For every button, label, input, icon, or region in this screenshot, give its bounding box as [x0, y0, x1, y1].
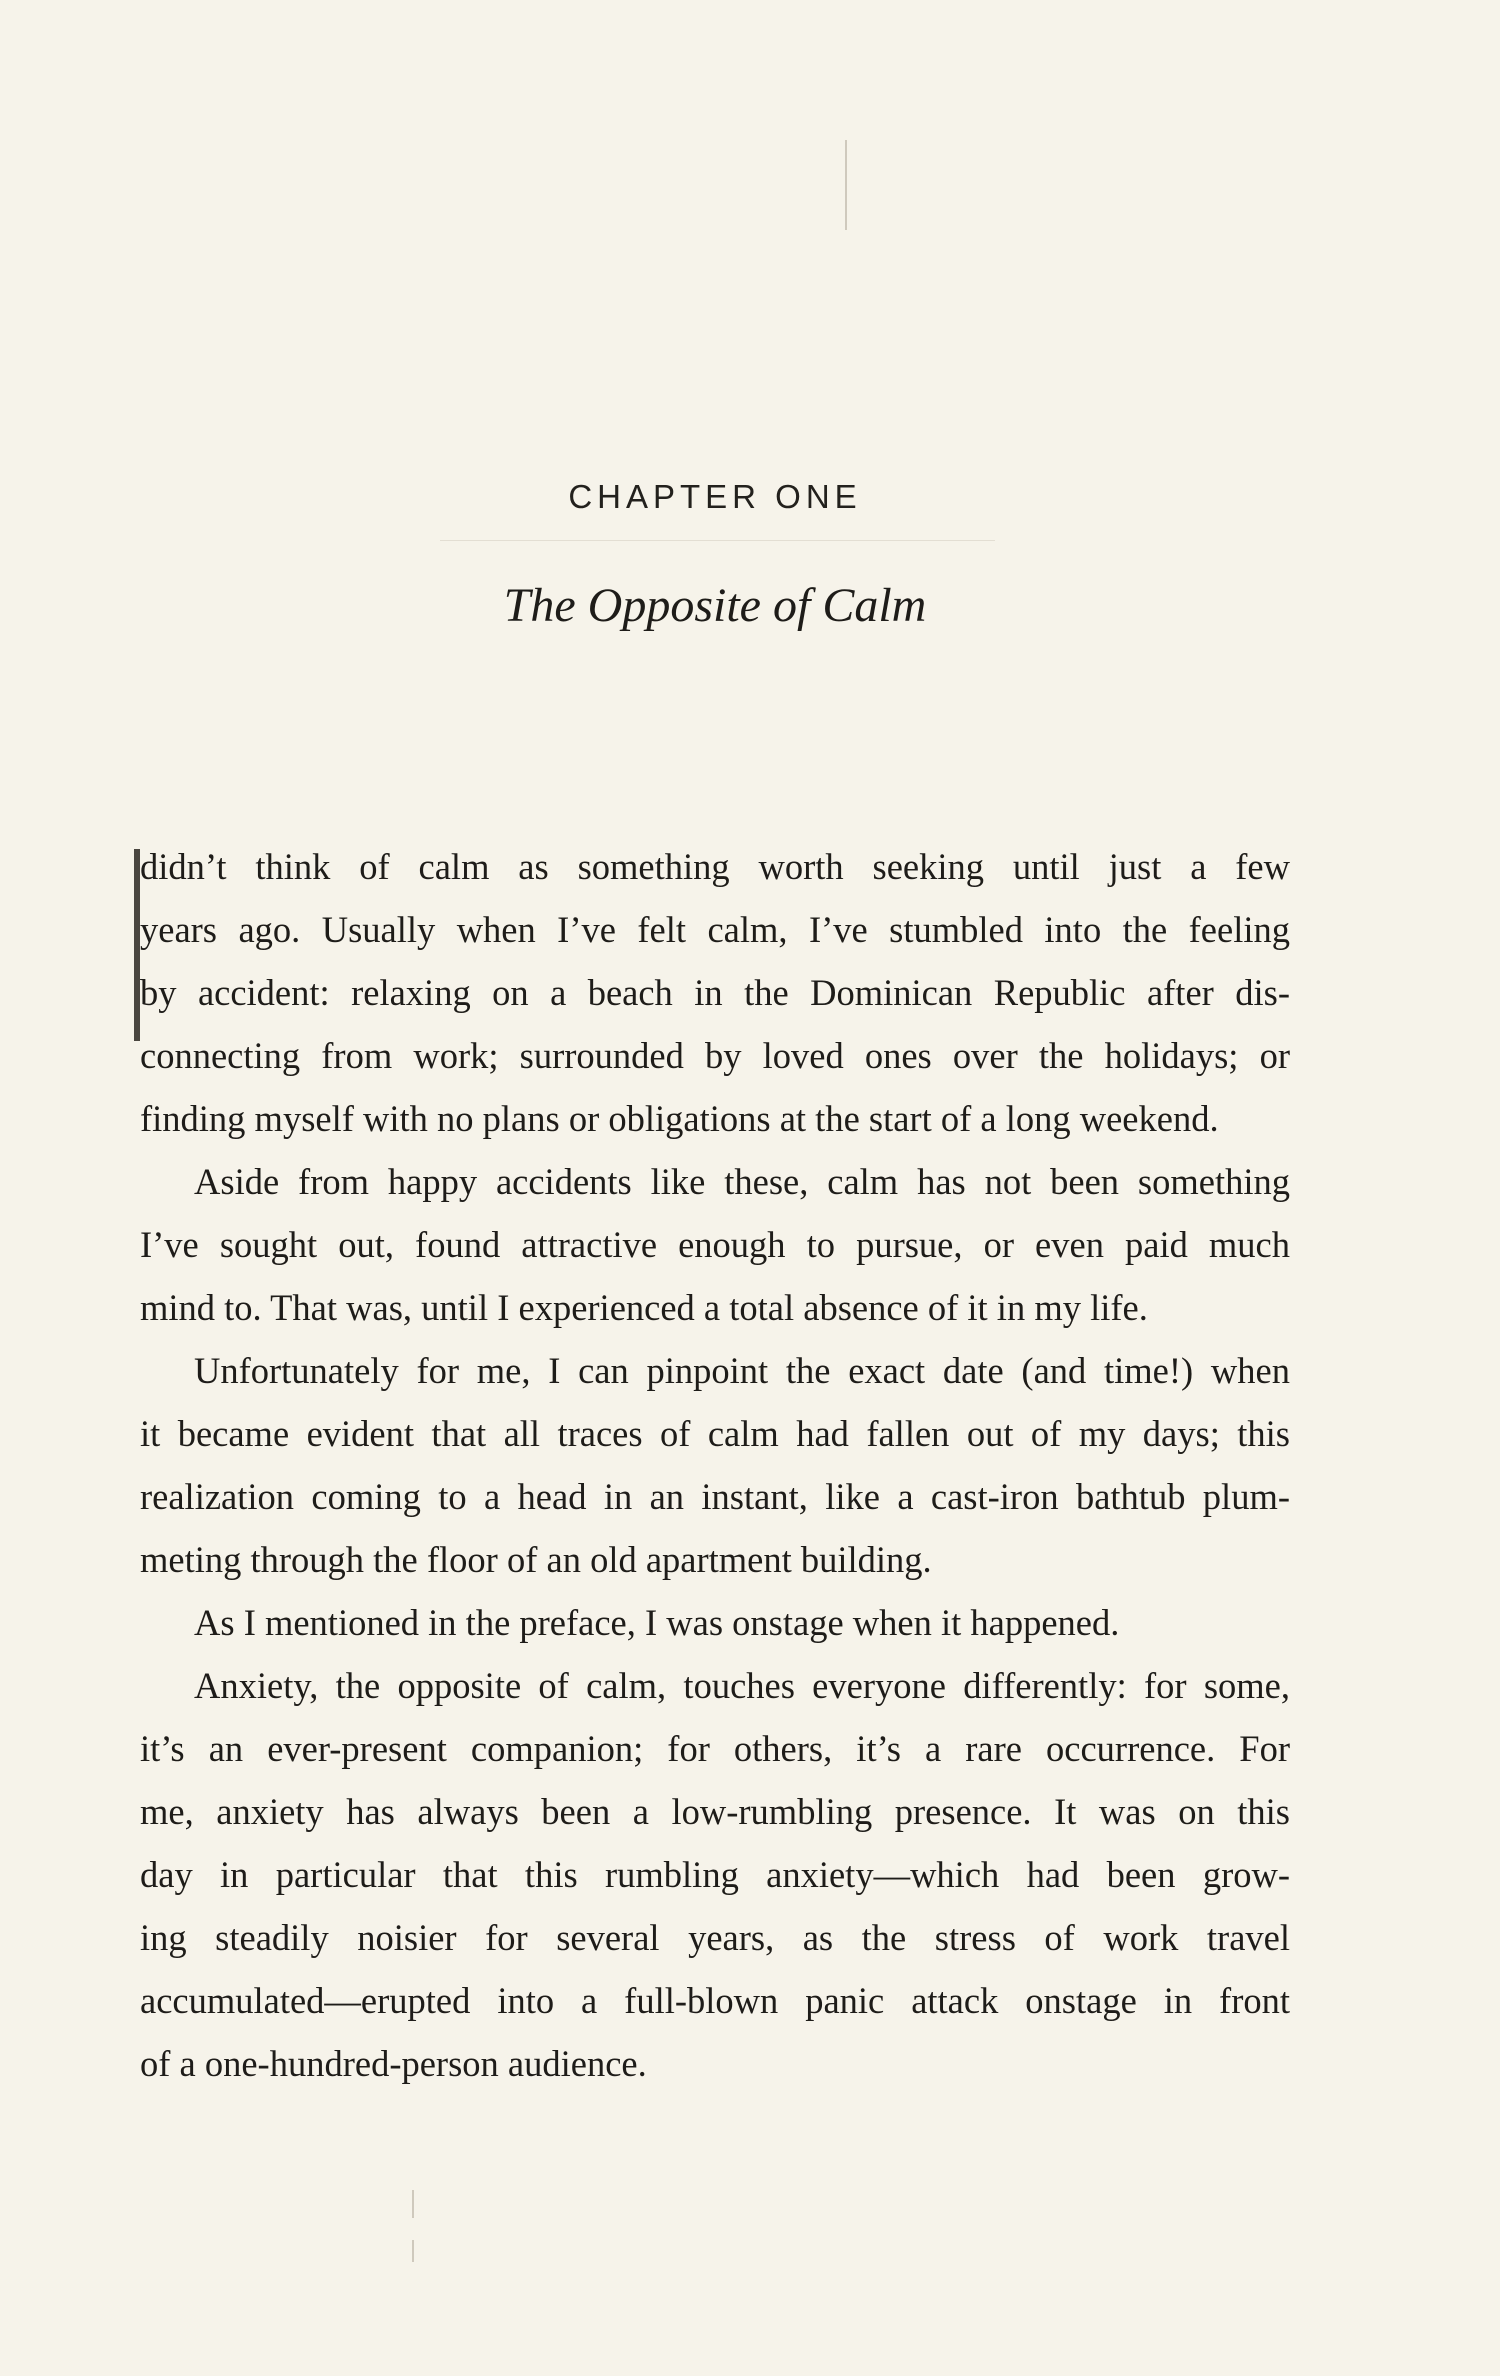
chapter-title: The Opposite of Calm	[503, 579, 927, 632]
body-line: Unfortunately for me, I can pinpoint the exact date (and time!) when	[194, 1350, 1290, 1391]
body-line: meting through the floor of an old apartment building.	[140, 1539, 932, 1580]
body-line: of a one-hundred-person audience.	[140, 2043, 647, 2084]
body-line: I’ve sought out, found attractive enough to pursue, or even paid much	[140, 1224, 1290, 1265]
chapter-label: CHAPTER ONE	[568, 478, 862, 515]
drop-cap-letter	[134, 849, 140, 1041]
body-line: Aside from happy accidents like these, calm has not been something	[194, 1161, 1290, 1202]
body-line: it’s an ever-present companion; for others, it’s a rare occurrence. For	[140, 1728, 1290, 1769]
chapter-body	[140, 835, 1290, 2095]
chapter-divider	[440, 540, 995, 541]
body-line: day in particular that this rumbling anxiety—which had been grow-	[140, 1854, 1290, 1895]
body-line: it became evident that all traces of calm had fallen out of my days; this	[140, 1413, 1290, 1454]
body-line: didn’t think of calm as something worth seeking until just a few	[140, 846, 1290, 887]
body-line: mind to. That was, until I experienced a total absence of it in my life.	[140, 1287, 1148, 1328]
scan-artifact-top	[845, 140, 847, 230]
body-line: years ago. Usually when I’ve felt calm, I’ve stumbled into the feeling	[140, 909, 1290, 950]
body-line: me, anxiety has always been a low-rumbling presence. It was on this	[140, 1791, 1290, 1832]
scan-artifact-bottom-2	[412, 2240, 414, 2262]
scan-artifact-bottom	[412, 2190, 414, 2218]
body-line: by accident: relaxing on a beach in the Dominican Republic after dis-	[140, 972, 1290, 1013]
body-line: finding myself with no plans or obligations at the start of a long weekend.	[140, 1098, 1219, 1139]
body-line: connecting from work; surrounded by loved ones over the holidays; or	[140, 1035, 1290, 1076]
body-line: Anxiety, the opposite of calm, touches everyone differently: for some,	[194, 1665, 1290, 1706]
body-line: As I mentioned in the preface, I was onstage when it happened.	[194, 1602, 1120, 1643]
body-line: ing steadily noisier for several years, as the stress of work travel	[140, 1917, 1290, 1958]
body-line: realization coming to a head in an instant, like a cast-iron bathtub plum-	[140, 1476, 1290, 1517]
body-line: accumulated—erupted into a full-blown panic attack onstage in front	[140, 1980, 1290, 2021]
